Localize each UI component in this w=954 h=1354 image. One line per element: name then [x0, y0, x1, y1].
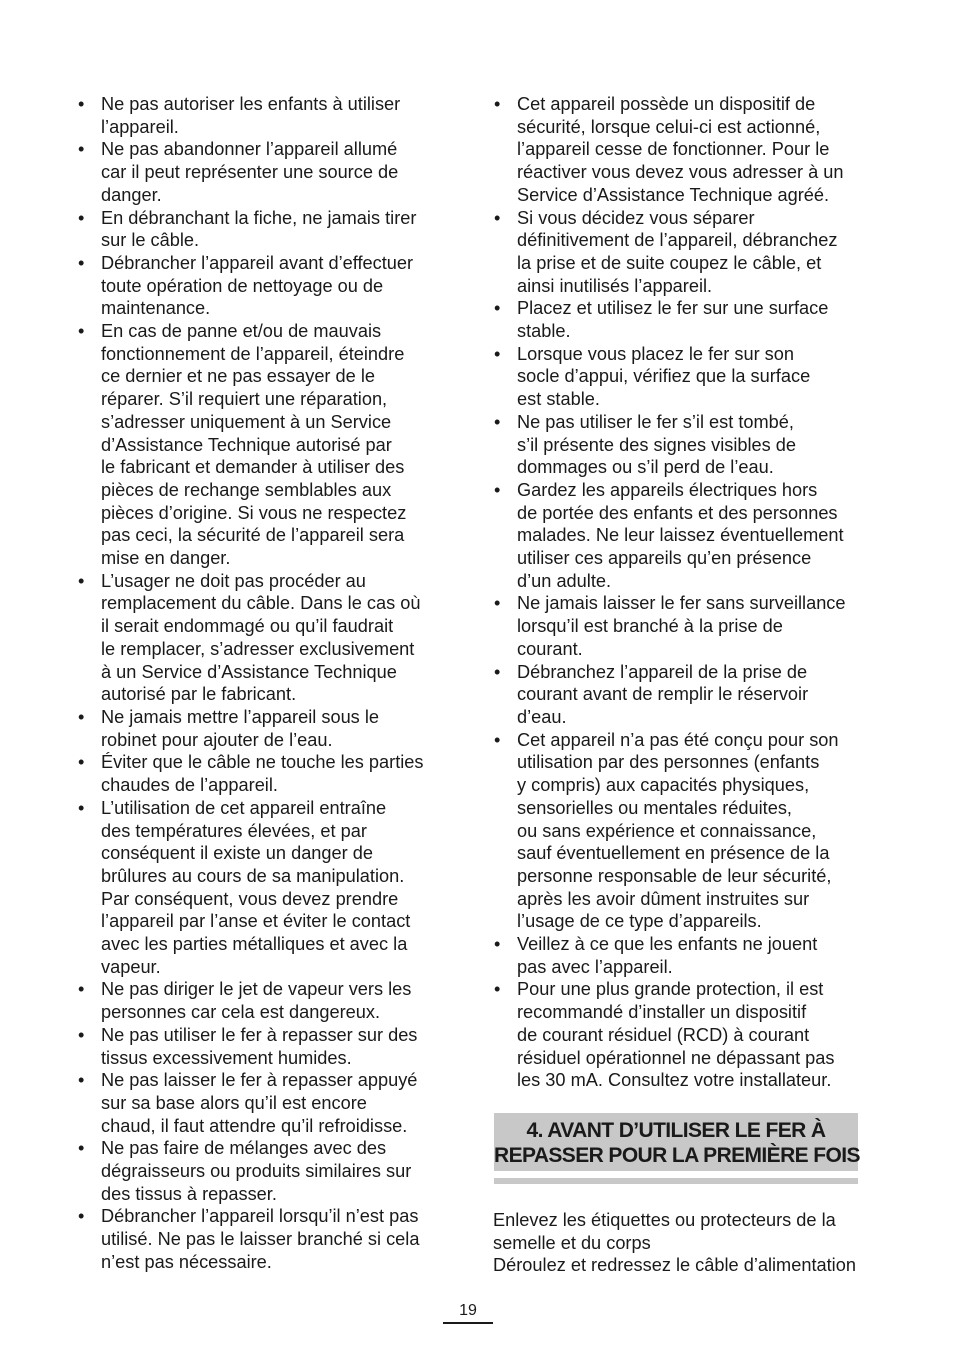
bullet-text-line: Gardez les appareils électriques hors	[517, 479, 818, 500]
bullet-text-line: d’un adulte.	[517, 570, 612, 591]
bullet-text-line: L’utilisation de cet appareil entraîne	[101, 797, 387, 818]
bullet-icon: •	[494, 94, 501, 114]
bullet-text-line: Débrancher l’appareil avant d’effectuer	[101, 252, 414, 273]
bullet-text	[101, 93, 448, 138]
bullet-text-line: pas ceci, la sécurité de l’appareil sera	[101, 525, 405, 546]
bullet-text-line: sur le câble.	[101, 230, 200, 251]
bullet-text-line: dégraisseurs ou produits similaires sur	[101, 1161, 412, 1182]
bullet-text-line: utilisé. Ne pas le laisser branché si cela	[101, 1229, 420, 1250]
bullet-text-line: En débranchant la fiche, ne jamais tirer	[101, 207, 417, 228]
bullet-icon: •	[78, 1206, 85, 1227]
bullet-text-line: est stable.	[517, 389, 600, 410]
bullet-text-line: Débranchez l’appareil de la prise de	[517, 661, 808, 682]
bullet-icon: •	[494, 979, 501, 1000]
left-column-bullet-list	[78, 93, 448, 1274]
bullet-text-line: Placez et utilisez le fer sur une surface	[517, 298, 829, 319]
bullet-text	[101, 978, 448, 1023]
section-body-line: Enlevez les étiquettes ou protecteurs de la	[493, 1210, 836, 1230]
bullet-icon: •	[78, 94, 85, 114]
bullet-text-line: Lorsque vous placez le fer sur son	[517, 343, 795, 364]
bullet-text-line: réparer. S’il requiert une réparation,	[101, 389, 388, 410]
bullet-text-line: Ne jamais mettre l’appareil sous le	[101, 706, 379, 727]
bullet-text-line: n’est pas nécessaire.	[101, 1251, 272, 1272]
bullet-text-line: pas avec l’appareil.	[517, 956, 673, 977]
bullet-text	[517, 207, 866, 298]
bullet-item	[78, 751, 448, 796]
bullet-text-line: Ne jamais laisser le fer sans surveillance	[517, 593, 846, 614]
bullet-text-line: Éviter que le câble ne touche les parties	[101, 752, 424, 773]
bullet-text	[517, 343, 866, 411]
bullet-icon: •	[494, 729, 501, 750]
section-heading-line: 4. AVANT D’UTILISER LE FER À	[526, 1119, 826, 1142]
bullet-text	[101, 207, 448, 252]
bullet-text	[101, 252, 448, 320]
bullet-text-line: sauf éventuellement en présence de la	[517, 843, 830, 864]
bullet-text-line: s’adresser uniquement à un Service	[101, 411, 392, 432]
bullet-text-line: à un Service d’Assistance Technique	[101, 661, 397, 682]
bullet-icon: •	[78, 797, 85, 818]
section-heading-underline	[494, 1178, 858, 1184]
bullet-icon: •	[78, 1138, 85, 1159]
section-body-line: Déroulez et redressez le câble d’alimentation	[493, 1255, 856, 1276]
bullet-text	[101, 1205, 448, 1273]
bullet-text-line: des tissus à repasser.	[101, 1183, 277, 1204]
bullet-icon: •	[494, 343, 501, 364]
bullet-item	[494, 93, 866, 207]
bullet-text-line: réactiver vous devez vous adresser à un	[517, 162, 844, 183]
bullet-text	[517, 93, 866, 207]
page-number: 19	[459, 1302, 477, 1319]
bullet-text-line: personne responsable de leur sécurité,	[517, 865, 832, 886]
bullet-text	[517, 411, 866, 479]
bullet-item	[494, 343, 866, 411]
bullet-text-line: après les avoir dûment instruites sur	[517, 888, 810, 909]
bullet-item	[494, 297, 866, 342]
bullet-item	[78, 138, 448, 206]
bullet-text	[517, 297, 866, 342]
bullet-text-line: Pour une plus grande protection, il est	[517, 979, 824, 1000]
bullet-text-line: danger.	[101, 184, 162, 205]
bullet-text-line: des températures élevées, et par	[101, 820, 367, 841]
bullet-text-line: la prise et de suite coupez le câble, et	[517, 252, 822, 273]
section-body-line: semelle et du corps	[493, 1232, 651, 1253]
bullet-text-line: socle d’appui, vérifiez que la surface	[517, 366, 811, 387]
bullet-text-line: l’appareil.	[101, 116, 179, 137]
bullet-icon: •	[78, 1024, 85, 1045]
bullet-text-line: Si vous décidez vous séparer	[517, 207, 755, 228]
bullet-icon: •	[78, 321, 85, 342]
bullet-text-line: vapeur.	[101, 956, 161, 977]
bullet-text-line: chaud, il faut attendre qu’il refroidisse.	[101, 1115, 408, 1136]
bullet-text-line: L’usager ne doit pas procéder au	[101, 570, 366, 591]
bullet-text-line: utiliser ces appareils qu’en présence	[517, 548, 812, 569]
bullet-text-line: Service d’Assistance Technique agréé.	[517, 184, 830, 205]
bullet-text-line: maintenance.	[101, 298, 211, 319]
bullet-text-line: l’usage de ce type d’appareils.	[517, 911, 762, 932]
bullet-text-line: fonctionnement de l’appareil, éteindre	[101, 343, 405, 364]
bullet-text-line: brûlures au cours de sa manipulation.	[101, 865, 405, 886]
bullet-text-line: Ne pas laisser le fer à repasser appuyé	[101, 1070, 418, 1091]
bullet-text-line: définitivement de l’appareil, débranchez	[517, 230, 838, 251]
bullet-text-line: chaudes de l’appareil.	[101, 775, 278, 796]
section-heading	[494, 1113, 858, 1171]
bullet-text	[101, 320, 448, 570]
bullet-text-line: sécurité, lorsque celui-ci est actionné,	[517, 116, 821, 137]
bullet-text-line: Cet appareil n’a pas été conçu pour son	[517, 729, 839, 750]
bullet-text-line: recommandé d’installer un dispositif	[517, 1002, 807, 1023]
bullet-text-line: lorsqu’il est branché à la prise de	[517, 616, 783, 637]
bullet-text-line: y compris) aux capacités physiques,	[517, 775, 810, 796]
bullet-text-line: l’appareil par l’anse et éviter le contact	[101, 911, 411, 932]
bullet-text-line: les 30 mA. Consultez votre installateur.	[517, 1070, 832, 1091]
bullet-icon: •	[78, 979, 85, 1000]
bullet-text	[101, 138, 448, 206]
bullet-text-line: sur sa base alors qu’il est encore	[101, 1092, 367, 1113]
bullet-item	[78, 570, 448, 706]
bullet-text-line: de courant résiduel (RCD) à courant	[517, 1024, 810, 1045]
bullet-text-line: personnes car cela est dangereux.	[101, 1002, 381, 1023]
bullet-icon: •	[494, 207, 501, 228]
bullet-text-line: dommages ou s’il perd de l’eau.	[517, 457, 774, 478]
bullet-text-line: malades. Ne leur laissez éventuellement	[517, 525, 844, 546]
bullet-text-line: Ne pas diriger le jet de vapeur vers les	[101, 979, 412, 1000]
bullet-item	[494, 592, 866, 660]
bullet-text-line: utilisation par des personnes (enfants	[517, 752, 820, 773]
bullet-text	[101, 570, 448, 706]
bullet-text-line: Cet appareil possède un dispositif de	[517, 94, 816, 114]
bullet-text-line: ou sans expérience et connaissance,	[517, 820, 817, 841]
bullet-icon: •	[494, 411, 501, 432]
bullet-text-line: tissus excessivement humides.	[101, 1047, 352, 1068]
bullet-item	[78, 978, 448, 1023]
bullet-text-line: il serait endommagé ou qu’il faudrait	[101, 616, 394, 637]
bullet-text-line: avec les parties métalliques et avec la	[101, 934, 408, 955]
bullet-icon: •	[494, 593, 501, 614]
bullet-item	[494, 978, 866, 1092]
bullet-text-line: toute opération de nettoyage ou de	[101, 275, 384, 296]
bullet-text	[101, 1069, 448, 1137]
bullet-icon: •	[494, 479, 501, 500]
bullet-item	[78, 797, 448, 979]
bullet-icon: •	[494, 661, 501, 682]
bullet-text	[101, 1024, 448, 1069]
bullet-icon: •	[78, 570, 85, 591]
bullet-text	[517, 592, 866, 660]
bullet-text-line: d’eau.	[517, 706, 567, 727]
bullet-text	[101, 1137, 448, 1205]
bullet-item	[494, 479, 866, 593]
bullet-item	[78, 706, 448, 751]
bullet-text-line: Ne pas utiliser le fer s’il est tombé,	[517, 411, 794, 432]
bullet-text-line: le fabricant et demander à utiliser des	[101, 457, 405, 478]
right-column-bullet-list	[494, 93, 866, 1092]
bullet-item	[494, 207, 866, 298]
bullet-item	[78, 1205, 448, 1273]
bullet-item	[78, 1137, 448, 1205]
bullet-text-line: conséquent il existe un danger de	[101, 843, 373, 864]
bullet-text-line: sensorielles ou mentales réduites,	[517, 797, 792, 818]
bullet-text	[101, 797, 448, 979]
bullet-text-line: En cas de panne et/ou de mauvais	[101, 321, 382, 342]
bullet-text	[517, 978, 866, 1092]
bullet-text	[101, 751, 448, 796]
bullet-text-line: s’il présente des signes visibles de	[517, 434, 797, 455]
bullet-item	[78, 207, 448, 252]
section-body-paragraph	[493, 1209, 873, 1277]
bullet-text-line: courant avant de remplir le réservoir	[517, 684, 809, 705]
bullet-item	[78, 93, 448, 138]
bullet-text-line: Ne pas faire de mélanges avec des	[101, 1138, 387, 1159]
bullet-item	[78, 252, 448, 320]
bullet-item	[494, 661, 866, 729]
bullet-text-line: Veillez à ce que les enfants ne jouent	[517, 934, 818, 955]
bullet-item	[494, 729, 866, 933]
bullet-item	[78, 1024, 448, 1069]
bullet-item	[494, 933, 866, 978]
bullet-text	[517, 729, 866, 933]
bullet-icon: •	[494, 298, 501, 319]
bullet-item	[78, 320, 448, 570]
bullet-text	[517, 479, 866, 593]
bullet-text-line: robinet pour ajouter de l’eau.	[101, 729, 333, 750]
bullet-text-line: stable.	[517, 321, 571, 342]
bullet-text-line: remplacement du câble. Dans le cas où	[101, 593, 421, 614]
bullet-text-line: résiduel opérationnel ne dépassant pas	[517, 1047, 835, 1068]
bullet-text-line: l’appareil cesse de fonctionner. Pour le	[517, 139, 830, 160]
bullet-icon: •	[78, 752, 85, 773]
bullet-text-line: le remplacer, s’adresser exclusivement	[101, 638, 415, 659]
bullet-icon: •	[78, 706, 85, 727]
bullet-text-line: Ne pas utiliser le fer à repasser sur des	[101, 1024, 418, 1045]
bullet-icon: •	[78, 207, 85, 228]
bullet-text-line: Ne pas abandonner l’appareil allumé	[101, 139, 398, 160]
bullet-text-line: de portée des enfants et des personnes	[517, 502, 838, 523]
bullet-text-line: car il peut représenter une source de	[101, 162, 399, 183]
bullet-icon: •	[78, 139, 85, 160]
bullet-icon: •	[78, 252, 85, 273]
bullet-text-line: pièces d’origine. Si vous ne respectez	[101, 502, 407, 523]
bullet-text-line: ainsi inutilisés l’appareil.	[517, 275, 713, 296]
bullet-text-line: courant.	[517, 638, 583, 659]
bullet-item	[494, 411, 866, 479]
bullet-icon: •	[494, 934, 501, 955]
bullet-item	[78, 1069, 448, 1137]
bullet-text-line: Ne pas autoriser les enfants à utiliser	[101, 94, 401, 114]
bullet-text-line: Débrancher l’appareil lorsqu’il n’est pas	[101, 1206, 419, 1227]
page-number-underline	[443, 1322, 493, 1324]
bullet-text-line: mise en danger.	[101, 548, 231, 569]
bullet-icon: •	[78, 1070, 85, 1091]
bullet-text-line: autorisé par le fabricant.	[101, 684, 297, 705]
bullet-text-line: ce dernier et ne pas essayer de le	[101, 366, 375, 387]
bullet-text	[517, 661, 866, 729]
bullet-text-line: pièces de rechange semblables aux	[101, 479, 392, 500]
bullet-text-line: Par conséquent, vous devez prendre	[101, 888, 399, 909]
bullet-text	[517, 933, 866, 978]
bullet-text	[101, 706, 448, 751]
bullet-text-line: d’Assistance Technique autorisé par	[101, 434, 392, 455]
section-heading-line: REPASSER POUR LA PREMIÈRE FOIS	[494, 1144, 860, 1167]
